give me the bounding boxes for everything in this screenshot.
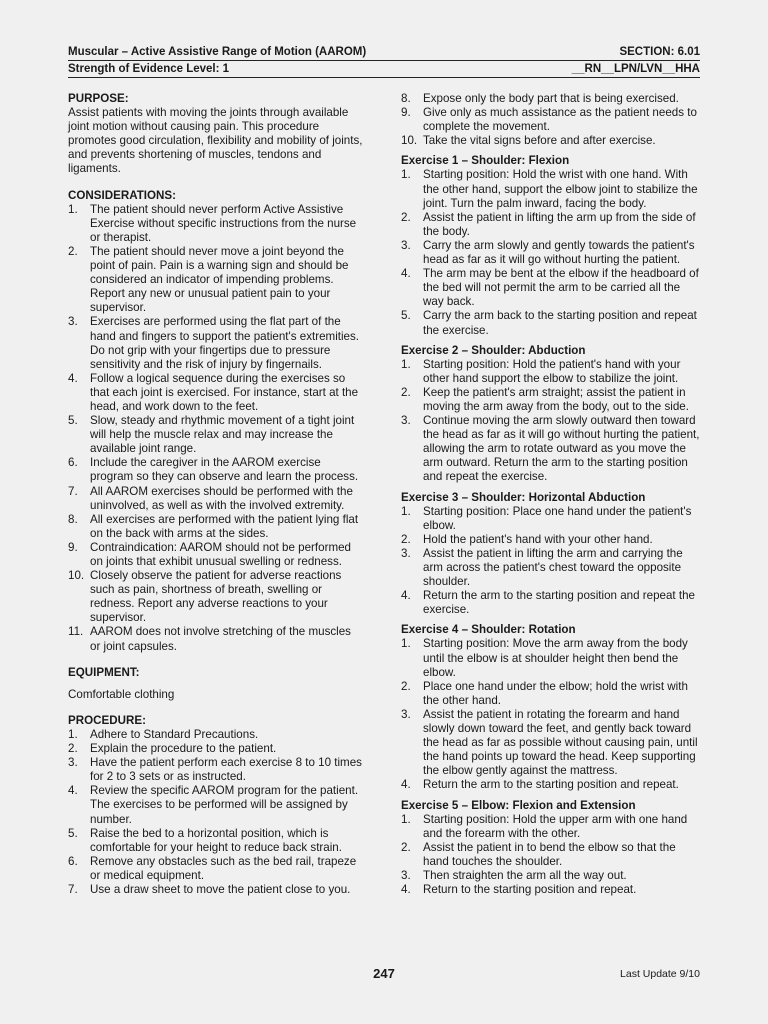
list-item-text: Starting position: Hold the upper arm with one hand and the forearm with the other. — [423, 812, 688, 840]
list-item-text: Then straighten the arm all the way out. — [423, 868, 627, 882]
exercise-steps — [401, 358, 700, 485]
exercise-heading: Exercise 2 – Shoulder: Abduction — [401, 343, 586, 357]
list-item — [68, 245, 364, 315]
list-item — [401, 813, 700, 841]
list-item-number: 6. — [68, 854, 78, 868]
last-update: Last Update 9/10 — [620, 968, 700, 980]
exercise-heading: Exercise 1 – Shoulder: Flexion — [401, 154, 570, 168]
page-number: 247 — [373, 966, 395, 981]
list-item — [401, 358, 700, 386]
list-item-text: Expose only the body part that is being exercised. — [423, 92, 679, 105]
list-item-text: Return the arm to the starting position and repeat. — [423, 778, 679, 792]
list-item-text: Contraindication: AAROM should not be performed on joints that exhibit unusual swelling or redness. — [90, 540, 352, 568]
list-item-number: 3. — [401, 238, 411, 252]
list-item — [401, 680, 700, 708]
list-item-text: Place one hand under the elbow; hold the wrist with the other hand. — [423, 679, 688, 707]
list-item — [68, 855, 364, 883]
list-item — [68, 756, 364, 784]
list-item — [68, 728, 364, 742]
list-item-text: Starting position: Hold the patient's hand with your other hand support the elbow to stabilize the joint. — [423, 357, 681, 385]
list-item-text: Review the specific AAROM program for the patient. The exercises to be performed will be assigned by number. — [90, 784, 359, 826]
considerations-list — [68, 203, 364, 654]
purpose-text: Assist patients with moving the joints through available joint motion without causing pain. This procedure promotes good circulation, flexibility and mobility of joints, and prevents shortening of muscles, tendons and ligaments. — [68, 106, 363, 176]
list-item — [68, 203, 364, 245]
list-item-number: 10. — [401, 134, 418, 148]
list-item-number: 4. — [401, 883, 411, 897]
list-item — [68, 414, 364, 456]
list-item-number: 1. — [68, 727, 78, 741]
list-item-number: 6. — [68, 456, 78, 470]
list-item-number: 4. — [401, 589, 411, 603]
procedure-list — [68, 728, 364, 897]
equipment-heading: EQUIPMENT: — [68, 665, 140, 679]
procedure-heading: PROCEDURE: — [68, 713, 146, 727]
list-item — [401, 239, 700, 267]
list-item — [68, 372, 364, 414]
exercise-heading: Exercise 5 – Elbow: Flexion and Extension — [401, 798, 636, 812]
list-item-text: Hold the patient's hand with your other hand. — [423, 532, 653, 546]
list-item — [68, 456, 364, 484]
list-item-text: Return the arm to the starting position and repeat the exercise. — [423, 589, 695, 617]
list-item-number: 11. — [68, 625, 84, 639]
list-item-text: Assist the patient in rotating the forearm and hand slowly down toward the feet, and gently back toward the head as far as possible without causing pain, until the hand points up toward the head. Keep supporting the elbow gently against the mattress. — [423, 707, 698, 778]
list-item — [401, 386, 700, 414]
list-item-text: Assist the patient in lifting the arm up from the side of the body. — [423, 210, 696, 238]
list-item — [68, 569, 364, 625]
exercise-heading: Exercise 3 – Shoulder: Horizontal Abduction — [401, 490, 646, 504]
role-checklist: __RN__LPN/LVN__HHA — [571, 63, 700, 75]
list-item-text: AAROM does not involve stretching of the muscles or joint capsules. — [90, 625, 351, 653]
list-item-number: 1. — [401, 504, 411, 518]
list-item — [401, 106, 700, 134]
list-item-number: 5. — [401, 309, 411, 323]
list-item-text: Have the patient perform each exercise 8 to 10 times for 2 to 3 sets or as instructed. — [90, 756, 362, 784]
list-item-number: 2. — [401, 210, 411, 224]
list-item-number: 2. — [68, 742, 78, 756]
list-item — [401, 637, 700, 679]
equipment-text: Comfortable clothing — [68, 687, 175, 701]
list-item-number: 3. — [401, 868, 411, 882]
list-item — [401, 547, 700, 589]
list-item-number: 2. — [401, 385, 411, 399]
list-item-text: Use a draw sheet to move the patient close to you. — [90, 882, 351, 896]
list-item-text: Follow a logical sequence during the exercises so that each joint is exercised. For instance, start at the head, and work down to the feet. — [90, 371, 359, 413]
list-item-text: Adhere to Standard Precautions. — [90, 727, 259, 741]
list-item-number: 5. — [68, 414, 78, 428]
list-item-text: Continue moving the arm slowly outward then toward the head as far as it will go without hurting the patient, allowing the arm to rotate outward as you move the arm outward. Return the arm to the starting position and repeat the exercise. — [423, 414, 700, 484]
considerations-heading: CONSIDERATIONS: — [68, 188, 176, 202]
list-item — [68, 513, 364, 541]
list-item-number: 1. — [401, 357, 411, 371]
list-item-text: Carry the arm slowly and gently towards the patient's head as far as it will go without hurting the patient. — [423, 238, 695, 267]
list-item-number: 1. — [401, 637, 411, 651]
list-item-text: Give only as much assistance as the patient needs to complete the movement. — [423, 106, 697, 134]
exercise-steps — [401, 168, 700, 337]
list-item-text: Take the vital signs before and after exercise. — [423, 134, 656, 148]
list-item-number: 7. — [68, 484, 78, 498]
left-column — [68, 92, 364, 897]
list-item-number: 4. — [68, 371, 78, 385]
list-item-text: Explain the procedure to the patient. — [90, 742, 277, 756]
list-item — [401, 92, 700, 106]
list-item — [68, 485, 364, 513]
list-item-number: 2. — [401, 840, 411, 854]
exercise-heading: Exercise 4 – Shoulder: Rotation — [401, 623, 576, 637]
exercise-steps — [401, 813, 700, 898]
list-item-number: 8. — [401, 92, 411, 105]
list-item-number: 4. — [68, 784, 78, 798]
list-item — [401, 414, 700, 484]
procedure-list-continued — [401, 92, 700, 148]
list-item — [68, 742, 364, 756]
list-item — [401, 778, 700, 792]
list-item-number: 8. — [68, 512, 78, 526]
list-item — [68, 625, 364, 653]
list-item — [401, 589, 700, 617]
header-row-bottom — [68, 63, 700, 75]
list-item-text: The arm may be bent at the elbow if the headboard of the bed will not permit the arm to be carried all the way back. — [423, 267, 699, 309]
list-item — [68, 541, 364, 569]
list-item-number: 1. — [401, 168, 411, 182]
list-item-number: 10. — [68, 569, 85, 583]
list-item-text: Raise the bed to a horizontal position, which is comfortable for your height to reduce back strain. — [90, 826, 342, 854]
list-item-number: 3. — [68, 315, 78, 329]
list-item-text: Return to the starting position and repeat. — [423, 883, 637, 897]
list-item — [401, 309, 700, 337]
list-item-number: 2. — [401, 532, 411, 546]
list-item — [401, 883, 700, 897]
header-divider — [68, 77, 700, 78]
list-item-text: Starting position: Hold the wrist with one hand. With the other hand, support the elbow joint to stabilize the joint. Turn the palm inward, facing the body. — [423, 168, 698, 210]
evidence-level: Strength of Evidence Level: 1 — [68, 63, 230, 75]
list-item — [401, 168, 700, 210]
list-item-text: Slow, steady and rhythmic movement of a tight joint will help the muscle relax and may increase the available joint range. — [90, 414, 355, 456]
list-item-number: 3. — [68, 756, 78, 770]
header-row-top — [68, 46, 700, 58]
list-item-number: 1. — [68, 202, 78, 216]
list-item-text: Starting position: Move the arm away from the body until the elbow is at shoulder height then bend the elbow. — [423, 637, 688, 679]
list-item-number: 7. — [68, 882, 78, 896]
list-item — [68, 784, 364, 826]
list-item — [68, 883, 364, 897]
list-item — [401, 211, 700, 239]
list-item-number: 3. — [401, 546, 411, 560]
header-divider — [68, 60, 700, 61]
list-item — [68, 315, 364, 371]
exercise-steps — [401, 637, 700, 792]
list-item — [401, 869, 700, 883]
list-item-text: Exercises are performed using the flat part of the hand and fingers to support the patient's extremities. Do not grip with your fingertips due to pressure sensitivity and the risk of injury by fingernails. — [90, 315, 360, 371]
list-item-number: 3. — [401, 707, 411, 721]
document-title: Muscular – Active Assistive Range of Motion (AAROM) — [68, 46, 367, 58]
section-label: SECTION: 6.01 — [619, 46, 700, 58]
list-item-number: 3. — [401, 414, 411, 428]
list-item-number: 2. — [68, 244, 78, 258]
list-item — [401, 708, 700, 778]
list-item — [68, 827, 364, 855]
list-item-text: Assist the patient in to bend the elbow so that the hand touches the shoulder. — [423, 840, 676, 868]
list-item-text: The patient should never perform Active Assistive Exercise without specific instructions from the nurse or therapist. — [90, 202, 357, 244]
purpose-heading: PURPOSE: — [68, 92, 129, 105]
list-item-number: 2. — [401, 679, 411, 693]
list-item — [401, 533, 700, 547]
list-item-text: Carry the arm back to the starting position and repeat the exercise. — [423, 309, 697, 337]
list-item-text: Remove any obstacles such as the bed rail, trapeze or medical equipment. — [90, 854, 357, 882]
list-item-number: 9. — [68, 540, 78, 554]
list-item-number: 4. — [401, 267, 411, 281]
list-item — [401, 267, 700, 309]
list-item-number: 9. — [401, 106, 411, 120]
exercises — [401, 154, 700, 897]
list-item-text: Starting position: Place one hand under the patient's elbow. — [423, 504, 692, 532]
list-item — [401, 505, 700, 533]
list-item-text: The patient should never move a joint beyond the point of pain. Pain is a warning sign and should be considered an indicator of impending problems. Report any new or unusual patient pain to your supervisor. — [90, 244, 349, 315]
list-item-text: Keep the patient's arm straight; assist the patient in moving the arm away from the body, out to the side. — [423, 385, 689, 413]
list-item-text: Assist the patient in lifting the arm and carrying the arm across the patient's chest toward the opposite shoulder. — [423, 546, 683, 589]
list-item-text: Include the caregiver in the AAROM exercise program so they can observe and learn the process. — [90, 456, 359, 484]
list-item-number: 1. — [401, 812, 411, 826]
right-column — [401, 92, 700, 897]
list-item-number: 5. — [68, 826, 78, 840]
list-item — [401, 841, 700, 869]
list-item-text: Closely observe the patient for adverse reactions such as pain, shortness of breath, swelling or redness. Report any adverse reactions to your supervisor. — [90, 569, 342, 625]
list-item-number: 4. — [401, 778, 411, 792]
exercise-steps — [401, 505, 700, 618]
list-item-text: All AAROM exercises should be performed with the uninvolved, as well as with the involved extremity. — [90, 484, 353, 512]
list-item — [401, 134, 700, 148]
list-item-text: All exercises are performed with the patient lying flat on the back with arms at the sides. — [90, 512, 359, 540]
